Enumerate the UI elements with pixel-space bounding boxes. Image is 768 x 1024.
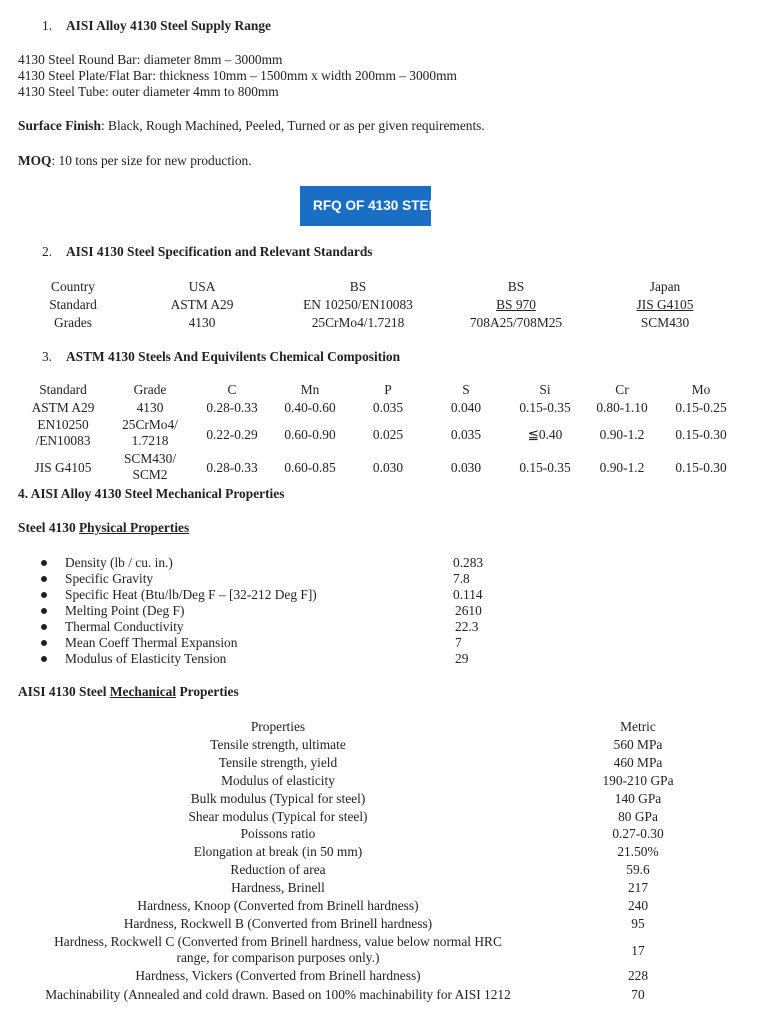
section3-heading: ASTM 4130 Steels And Equivilents Chemical Composition bbox=[66, 349, 401, 364]
mech-property-value: 217 bbox=[627, 880, 649, 895]
physical-property-name: Specific Gravity bbox=[65, 571, 154, 586]
physical-property-name: Thermal Conductivity bbox=[65, 619, 184, 634]
physical-property-value: 22.3 bbox=[455, 619, 479, 634]
bullet-icon bbox=[41, 640, 47, 646]
standards-cell: 25CrMo4/1.7218 bbox=[311, 315, 405, 330]
chem-header: Cr bbox=[615, 382, 629, 397]
section1-number: 1. bbox=[42, 18, 53, 33]
chem-grade bbox=[110, 451, 190, 483]
mech-heading-suffix: Properties bbox=[176, 684, 239, 699]
surface-finish-text: : Black, Rough Machined, Peeled, Turned or as per given requirements. bbox=[100, 118, 485, 133]
chem-header: C bbox=[227, 382, 237, 397]
chem-value: 0.90-1.2 bbox=[599, 427, 645, 442]
physical-properties-heading bbox=[18, 519, 189, 536]
physical-property-value: 0.283 bbox=[453, 555, 484, 570]
chem-value: 0.040 bbox=[450, 400, 482, 415]
chem-grade-line: 25CrMo4/ bbox=[122, 417, 178, 432]
chem-header: Mn bbox=[300, 382, 320, 397]
chem-standard-line: EN10250 bbox=[37, 417, 89, 432]
mech-property-value: 140 GPa bbox=[614, 791, 662, 806]
mechanical-properties-heading bbox=[18, 683, 239, 700]
chem-grade bbox=[110, 417, 190, 449]
chem-value: 0.60-0.85 bbox=[284, 460, 336, 475]
physical-property-value: 7.8 bbox=[453, 571, 470, 586]
mechanical-link[interactable]: Mechanical bbox=[109, 684, 177, 699]
mech-property-name-line: range, for comparison purposes only.) bbox=[176, 950, 380, 965]
chem-header: S bbox=[462, 382, 470, 397]
mech-property-name bbox=[18, 934, 538, 966]
chem-value: 0.15-0.25 bbox=[675, 400, 727, 415]
physical-property-value: 0.114 bbox=[453, 587, 483, 602]
supply-line-round-bar: 4130 Steel Round Bar: diameter 8mm – 3000mm bbox=[18, 52, 283, 67]
mech-property-value: 460 MPa bbox=[613, 755, 663, 770]
chem-value: 0.030 bbox=[450, 460, 482, 475]
standards-cell: BS bbox=[507, 279, 525, 294]
mech-property-value: 95 bbox=[631, 916, 645, 931]
chem-header: Mo bbox=[691, 382, 711, 397]
bullet-icon bbox=[41, 560, 47, 566]
section1-heading: AISI Alloy 4130 Steel Supply Range bbox=[66, 18, 271, 33]
rfq-button[interactable]: RFQ OF 4130 STEEL bbox=[300, 186, 431, 226]
standards-cell: USA bbox=[188, 279, 216, 294]
chem-header: Standard bbox=[39, 382, 87, 397]
chem-header: Grade bbox=[133, 382, 167, 397]
mech-property-value: 0.27-0.30 bbox=[612, 826, 664, 841]
surface-finish-line bbox=[18, 117, 485, 134]
chem-standard bbox=[18, 417, 108, 449]
mech-property-name: Hardness, Rockwell B (Converted from Brinell hardness) bbox=[123, 916, 433, 931]
chem-header: P bbox=[384, 382, 392, 397]
bullet-icon bbox=[41, 624, 47, 630]
chem-value: 0.90-1.2 bbox=[599, 460, 645, 475]
mech-property-name: Bulk modulus (Typical for steel) bbox=[190, 791, 366, 806]
mech-property-name: Hardness, Knoop (Converted from Brinell hardness) bbox=[137, 898, 419, 913]
mech-header-properties: Properties bbox=[250, 719, 306, 734]
standards-cell: 708A25/708M25 bbox=[469, 315, 563, 330]
mech-property-value: 80 GPa bbox=[618, 809, 658, 824]
mech-property-value: 228 bbox=[627, 968, 649, 983]
chem-value: 0.60-0.90 bbox=[284, 427, 336, 442]
physical-properties-link[interactable]: Physical Properties bbox=[79, 520, 190, 535]
section2-heading: AISI 4130 Steel Specification and Relevant Standards bbox=[66, 244, 373, 259]
mech-property-name: Elongation at break (in 50 mm) bbox=[193, 844, 363, 859]
chem-value: 0.40-0.60 bbox=[284, 400, 336, 415]
physical-property-name: Specific Heat (Btu/lb/Deg F – [32-212 Deg F]) bbox=[65, 587, 317, 602]
standards-cell: Country bbox=[51, 279, 95, 294]
chem-value: 0.035 bbox=[372, 400, 404, 415]
chem-value: 0.28-0.33 bbox=[206, 460, 258, 475]
physical-property-name: Modulus of Elasticity Tension bbox=[65, 651, 227, 666]
chem-value: 0.035 bbox=[450, 427, 482, 442]
section4-heading: 4. AISI Alloy 4130 Steel Mechanical Properties bbox=[18, 486, 285, 501]
chem-standard-line: /EN10083 bbox=[35, 433, 91, 448]
chem-value: 0.15-0.35 bbox=[519, 400, 571, 415]
chem-value: 0.15-0.35 bbox=[519, 460, 571, 475]
standards-cell: Standard bbox=[49, 297, 97, 312]
chem-grade: 4130 bbox=[136, 400, 164, 415]
physical-property-name: Mean Coeff Thermal Expansion bbox=[65, 635, 238, 650]
chem-value: 0.025 bbox=[372, 427, 404, 442]
chem-grade-line: SCM430/ bbox=[123, 451, 177, 466]
moq-label: MOQ bbox=[18, 153, 52, 168]
standards-cell: SCM430 bbox=[640, 315, 690, 330]
chem-grade-line: 1.7218 bbox=[131, 433, 169, 448]
chem-value: 0.15-0.30 bbox=[675, 427, 727, 442]
mech-header-metric: Metric bbox=[620, 719, 656, 734]
mech-property-value: 17 bbox=[631, 943, 645, 958]
chem-header: Si bbox=[539, 382, 551, 397]
mech-property-value: 190-210 GPa bbox=[602, 773, 674, 788]
standards-cell: Japan bbox=[649, 279, 681, 294]
chem-value: 0.15-0.30 bbox=[675, 460, 727, 475]
mech-property-name: Modulus of elasticity bbox=[221, 773, 335, 788]
physical-heading-prefix: Steel 4130 bbox=[18, 520, 79, 535]
mech-property-value: 21.50% bbox=[617, 844, 659, 859]
section2-number: 2. bbox=[42, 244, 53, 259]
chem-value: 0.030 bbox=[372, 460, 404, 475]
physical-property-value: 7 bbox=[455, 635, 462, 650]
mech-property-name: Hardness, Vickers (Converted from Brinell hardness) bbox=[135, 968, 421, 983]
chem-standard: ASTM A29 bbox=[31, 400, 95, 415]
mech-property-name: Shear modulus (Typical for steel) bbox=[188, 809, 368, 824]
bullet-icon bbox=[41, 656, 47, 662]
bullet-icon bbox=[41, 576, 47, 582]
mech-property-name: Hardness, Brinell bbox=[231, 880, 325, 895]
mech-property-name: Tensile strength, yield bbox=[218, 755, 338, 770]
supply-line-tube: 4130 Steel Tube: outer diameter 4mm to 800mm bbox=[18, 84, 279, 99]
supply-line-plate: 4130 Steel Plate/Flat Bar: thickness 10mm – 1500mm x width 200mm – 3000mm bbox=[18, 68, 457, 83]
standards-cell: 4130 bbox=[188, 315, 216, 330]
chem-value: 0.80-1.10 bbox=[596, 400, 648, 415]
mech-property-name-line: Hardness, Rockwell C (Converted from Brinell hardness, value below normal HRC bbox=[54, 934, 502, 949]
mech-property-value: 59.6 bbox=[626, 862, 650, 877]
physical-property-value: 29 bbox=[455, 651, 469, 666]
mech-property-value: 240 bbox=[627, 898, 649, 913]
section3-number: 3. bbox=[42, 349, 53, 364]
mech-heading-prefix: AISI 4130 Steel bbox=[18, 684, 110, 699]
standards-cell: BS bbox=[349, 279, 367, 294]
jis-g4105-link[interactable]: JIS G4105 bbox=[636, 297, 694, 312]
physical-property-name: Melting Point (Deg F) bbox=[65, 603, 185, 618]
chem-value: ≦0.40 bbox=[527, 427, 563, 442]
standards-cell: ASTM A29 bbox=[170, 297, 234, 312]
mech-property-name: Machinability (Annealed and cold drawn. Based on 100% machinability for AISI 1212 bbox=[45, 987, 511, 1002]
standards-cell: EN 10250/EN10083 bbox=[303, 297, 413, 312]
mech-property-name: Poissons ratio bbox=[240, 826, 316, 841]
chem-value: 0.22-0.29 bbox=[206, 427, 258, 442]
mech-property-value: 560 MPa bbox=[613, 737, 663, 752]
chem-grade-line: SCM2 bbox=[132, 467, 168, 482]
mech-property-name: Reduction of area bbox=[230, 862, 326, 877]
bullet-icon bbox=[41, 608, 47, 614]
chem-standard: JIS G4105 bbox=[34, 460, 92, 475]
physical-property-value: 2610 bbox=[455, 603, 482, 618]
chem-value: 0.28-0.33 bbox=[206, 400, 258, 415]
moq-line bbox=[18, 152, 252, 169]
mech-property-value: 70 bbox=[631, 987, 645, 1002]
moq-text: : 10 tons per size for new production. bbox=[51, 153, 252, 168]
standards-cell: Grades bbox=[54, 315, 92, 330]
physical-property-name: Density (lb / cu. in.) bbox=[65, 555, 173, 570]
bs970-link[interactable]: BS 970 bbox=[496, 297, 536, 312]
surface-finish-label: Surface Finish bbox=[18, 118, 101, 133]
mech-property-name: Tensile strength, ultimate bbox=[210, 737, 346, 752]
bullet-icon bbox=[41, 592, 47, 598]
